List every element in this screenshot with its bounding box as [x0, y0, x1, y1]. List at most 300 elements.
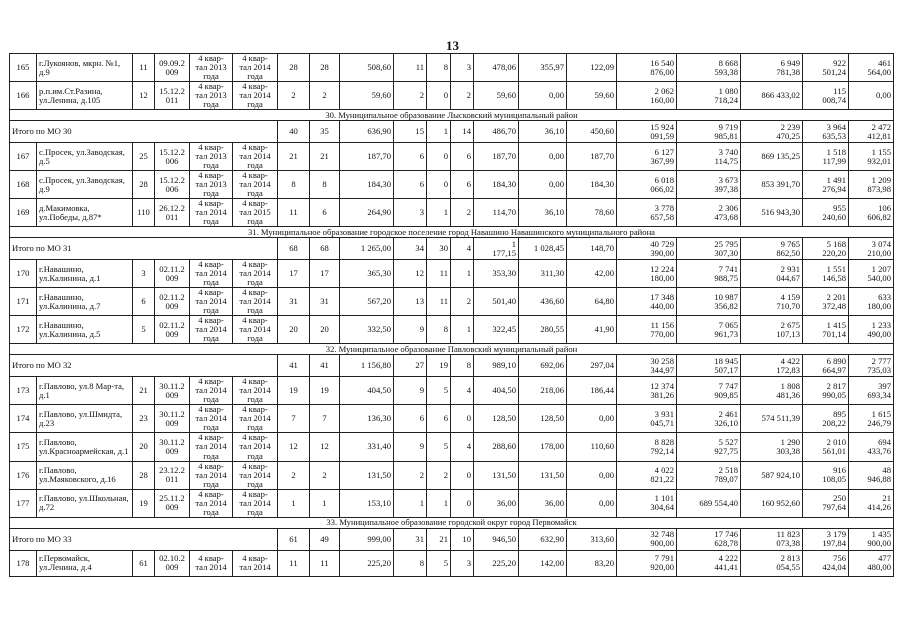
subtotal-cell-c10: 21 [427, 528, 451, 550]
cell-no: 168 [10, 171, 37, 199]
subtotal-cell-c6: 40 [278, 121, 310, 143]
cell-c10: 5 [427, 550, 451, 576]
subtotal-cell-c14: 313,60 [567, 528, 617, 550]
subtotal-row [10, 121, 894, 143]
subtotal-cell-c15: 30 258 344,97 [617, 355, 677, 377]
table-row [10, 316, 894, 344]
subtotal-cell-c11: 8 [451, 355, 474, 377]
cell-no: 178 [10, 550, 37, 576]
cell-address: г.Павлово, ул.Шмидта, д.23 [37, 405, 133, 433]
subtotal-cell-c11: 10 [451, 528, 474, 550]
cell-c16: 8 668 593,38 [677, 54, 741, 82]
cell-c7: 20 [310, 316, 340, 344]
cell-c17: 1 808 481,36 [741, 377, 803, 405]
cell-flats: 25 [133, 143, 155, 171]
cell-c9: 9 [394, 316, 427, 344]
cell-c19: 1 233 490,00 [849, 316, 894, 344]
cell-c19: 1 155 932,01 [849, 143, 894, 171]
cell-doc_date: 09.09.2 009 [155, 54, 190, 82]
cell-c13: 36,00 [519, 489, 567, 517]
subtotal-row [10, 238, 894, 260]
cell-c10: 0 [427, 171, 451, 199]
cell-end: 4 квар- тал 2014 года [233, 316, 278, 344]
cell-c15: 1 101 304,64 [617, 489, 677, 517]
cell-c11: 2 [451, 82, 474, 110]
cell-c13: 355,97 [519, 54, 567, 82]
cell-c16: 2 461 326,10 [677, 405, 741, 433]
subtotal-cell-c16: 9 719 985,81 [677, 121, 741, 143]
cell-c14: 41,90 [567, 316, 617, 344]
cell-c9: 9 [394, 433, 427, 461]
section-header-row [10, 517, 894, 528]
cell-c17: 574 511,39 [741, 405, 803, 433]
cell-c7: 19 [310, 377, 340, 405]
cell-end: 4 квар- тал 2014 года [233, 54, 278, 82]
cell-c9: 6 [394, 171, 427, 199]
cell-c16: 1 080 718,24 [677, 82, 741, 110]
section-title: 33. Муниципальное образование городской округ город Первомайск [10, 517, 894, 528]
subtotal-cell-c19: 3 074 210,00 [849, 238, 894, 260]
subtotal-cell-c7: 35 [310, 121, 340, 143]
cell-c18: 2 201 372,48 [803, 288, 849, 316]
cell-flats: 6 [133, 288, 155, 316]
cell-start: 4 квар- тал 2014 года [190, 288, 233, 316]
table-row [10, 550, 894, 576]
cell-doc_date: 26.12.2 011 [155, 199, 190, 227]
subtotal-cell-c12: 486,70 [474, 121, 519, 143]
cell-c10: 11 [427, 260, 451, 288]
cell-c6: 2 [278, 461, 310, 489]
table-row [10, 433, 894, 461]
subtotal-cell-c19: 2 472 412,81 [849, 121, 894, 143]
cell-c19: 1 207 540,00 [849, 260, 894, 288]
section-header-row [10, 110, 894, 121]
subtotal-cell-c15: 15 924 091,59 [617, 121, 677, 143]
subtotal-cell-c18: 6 890 664,97 [803, 355, 849, 377]
cell-c14: 0,00 [567, 489, 617, 517]
cell-end: 4 квар- тал 2014 года [233, 433, 278, 461]
subtotal-cell-c9: 34 [394, 238, 427, 260]
cell-no: 174 [10, 405, 37, 433]
cell-c17: 587 924,10 [741, 461, 803, 489]
cell-c13: 280,55 [519, 316, 567, 344]
cell-no: 175 [10, 433, 37, 461]
subtotal-cell-c6: 61 [278, 528, 310, 550]
cell-doc_date: 15.12.2 006 [155, 143, 190, 171]
cell-c11: 0 [451, 405, 474, 433]
cell-c12: 501,40 [474, 288, 519, 316]
cell-c13: 0,00 [519, 171, 567, 199]
subtotal-label: Итого по МО 30 [10, 121, 278, 143]
subtotal-cell-c15: 32 748 900,00 [617, 528, 677, 550]
cell-start: 4 квар- тал 2013 года [190, 143, 233, 171]
cell-address: д.Макимовка, ул.Победы, д.87* [37, 199, 133, 227]
cell-flats: 5 [133, 316, 155, 344]
cell-end: 4 квар- тал 2014 года [233, 489, 278, 517]
subtotal-cell-c8: 1 265,00 [340, 238, 394, 260]
subtotal-cell-c13: 1 028,45 [519, 238, 567, 260]
cell-doc_date: 02.11.2 009 [155, 260, 190, 288]
table-row [10, 143, 894, 171]
cell-c18: 1 491 276,94 [803, 171, 849, 199]
cell-address: с.Просек, ул.Заводская, д.9 [37, 171, 133, 199]
cell-doc_date: 02.11.2 009 [155, 288, 190, 316]
cell-c10: 1 [427, 199, 451, 227]
cell-address: с.Просек, ул.Заводская, д.5 [37, 143, 133, 171]
cell-doc_date: 15.12.2 006 [155, 171, 190, 199]
cell-flats: 28 [133, 461, 155, 489]
cell-no: 167 [10, 143, 37, 171]
cell-c14: 59,60 [567, 82, 617, 110]
cell-flats: 11 [133, 54, 155, 82]
subtotal-cell-c14: 148,70 [567, 238, 617, 260]
cell-address: г.Павлово, ул.Красноармейская, д.1 [37, 433, 133, 461]
cell-c12: 478,06 [474, 54, 519, 82]
cell-c19: 1 209 873,98 [849, 171, 894, 199]
cell-c14: 186,44 [567, 377, 617, 405]
cell-doc_date: 15.12.2 011 [155, 82, 190, 110]
cell-c17: 2 675 107,13 [741, 316, 803, 344]
cell-c10: 11 [427, 288, 451, 316]
cell-c6: 20 [278, 316, 310, 344]
cell-start: 4 квар- тал 2014 года [190, 405, 233, 433]
cell-c9: 6 [394, 143, 427, 171]
cell-start: 4 квар- тал 2014 года [190, 433, 233, 461]
cell-c7: 31 [310, 288, 340, 316]
cell-c12: 36,00 [474, 489, 519, 517]
cell-c19: 397 693,34 [849, 377, 894, 405]
table-row [10, 260, 894, 288]
subtotal-cell-c8: 999,00 [340, 528, 394, 550]
cell-c17: 2 813 054,55 [741, 550, 803, 576]
cell-c6: 7 [278, 405, 310, 433]
cell-c15: 2 062 160,00 [617, 82, 677, 110]
cell-address: г.Павлово, ул.Маяковского, д.16 [37, 461, 133, 489]
subtotal-label: Итого по МО 31 [10, 238, 278, 260]
cell-c13: 131,50 [519, 461, 567, 489]
cell-c19: 1 615 246,79 [849, 405, 894, 433]
cell-c18: 2 010 561,01 [803, 433, 849, 461]
cell-c18: 1 551 146,58 [803, 260, 849, 288]
subtotal-cell-c11: 4 [451, 238, 474, 260]
cell-start: 4 квар- тал 2014 года [190, 199, 233, 227]
cell-no: 170 [10, 260, 37, 288]
cell-c15: 16 540 876,00 [617, 54, 677, 82]
cell-c11: 2 [451, 288, 474, 316]
cell-c11: 1 [451, 260, 474, 288]
cell-c16: 7 065 961,73 [677, 316, 741, 344]
cell-address: г.Навашино, ул.Калинина, д.7 [37, 288, 133, 316]
cell-flats: 23 [133, 405, 155, 433]
cell-c16: 2 518 789,07 [677, 461, 741, 489]
cell-c7: 7 [310, 405, 340, 433]
cell-c8: 404,50 [340, 377, 394, 405]
cell-flats: 28 [133, 171, 155, 199]
subtotal-cell-c7: 68 [310, 238, 340, 260]
cell-end: 4 квар- тал 2014 года [233, 377, 278, 405]
cell-flats: 3 [133, 260, 155, 288]
cell-c17: 4 159 710,70 [741, 288, 803, 316]
section-title: 31. Муниципальное образование городское поселение город Навашино Навашинского муниципального района [10, 227, 894, 238]
cell-c17: 866 433,02 [741, 82, 803, 110]
subtotal-cell-c9: 27 [394, 355, 427, 377]
cell-c19: 477 480,00 [849, 550, 894, 576]
table-row [10, 405, 894, 433]
subtotal-cell-c13: 632,90 [519, 528, 567, 550]
subtotal-cell-c10: 30 [427, 238, 451, 260]
cell-c17: 160 952,60 [741, 489, 803, 517]
cell-c13: 36,10 [519, 199, 567, 227]
cell-doc_date: 02.10.2 009 [155, 550, 190, 576]
subtotal-cell-c10: 1 [427, 121, 451, 143]
cell-c14: 110,60 [567, 433, 617, 461]
housing-program-table [9, 53, 894, 577]
table-row [10, 377, 894, 405]
cell-c19: 694 433,76 [849, 433, 894, 461]
cell-start: 4 квар- тал 2014 года [190, 461, 233, 489]
subtotal-cell-c19: 2 777 735,03 [849, 355, 894, 377]
cell-c7: 6 [310, 199, 340, 227]
subtotal-cell-c8: 636,90 [340, 121, 394, 143]
cell-c11: 0 [451, 489, 474, 517]
cell-c9: 6 [394, 405, 427, 433]
cell-c18: 115 008,74 [803, 82, 849, 110]
cell-c12: 225,20 [474, 550, 519, 576]
subtotal-cell-c13: 692,06 [519, 355, 567, 377]
cell-c13: 142,00 [519, 550, 567, 576]
cell-address: г.Павлово, ул.8 Мар-та, д.1 [37, 377, 133, 405]
cell-c9: 2 [394, 461, 427, 489]
cell-c17: 853 391,70 [741, 171, 803, 199]
table-row [10, 489, 894, 517]
cell-c11: 4 [451, 433, 474, 461]
cell-address: г.Первомайск, ул.Ленина, д.4 [37, 550, 133, 576]
subtotal-label: Итого по МО 32 [10, 355, 278, 377]
cell-doc_date: 30.11.2 009 [155, 377, 190, 405]
cell-c18: 1 518 117,99 [803, 143, 849, 171]
cell-c9: 1 [394, 489, 427, 517]
cell-c18: 916 108,05 [803, 461, 849, 489]
subtotal-row [10, 355, 894, 377]
cell-doc_date: 25.11.2 009 [155, 489, 190, 517]
cell-c9: 12 [394, 260, 427, 288]
cell-end: 4 квар- тал 2014 года [233, 461, 278, 489]
cell-end: 4 квар- тал 2014 года [233, 405, 278, 433]
cell-c15: 6 018 066,02 [617, 171, 677, 199]
cell-c9: 3 [394, 199, 427, 227]
cell-c7: 12 [310, 433, 340, 461]
cell-c12: 131,50 [474, 461, 519, 489]
cell-c6: 19 [278, 377, 310, 405]
cell-c8: 225,20 [340, 550, 394, 576]
subtotal-cell-c18: 3 179 197,84 [803, 528, 849, 550]
cell-c8: 184,30 [340, 171, 394, 199]
cell-c10: 0 [427, 143, 451, 171]
cell-c13: 0,00 [519, 82, 567, 110]
cell-c14: 184,30 [567, 171, 617, 199]
cell-c11: 3 [451, 550, 474, 576]
cell-c10: 0 [427, 82, 451, 110]
cell-c11: 6 [451, 143, 474, 171]
cell-c8: 567,20 [340, 288, 394, 316]
cell-c8: 264,90 [340, 199, 394, 227]
cell-c19: 0,00 [849, 82, 894, 110]
cell-c12: 59,60 [474, 82, 519, 110]
cell-end: 4 квар- тал 2014 года [233, 288, 278, 316]
cell-c6: 12 [278, 433, 310, 461]
cell-c14: 122,09 [567, 54, 617, 82]
cell-c16: 2 306 473,68 [677, 199, 741, 227]
cell-c8: 153,10 [340, 489, 394, 517]
cell-c6: 2 [278, 82, 310, 110]
cell-c7: 21 [310, 143, 340, 171]
subtotal-cell-c15: 40 729 390,00 [617, 238, 677, 260]
cell-c11: 0 [451, 461, 474, 489]
cell-c6: 8 [278, 171, 310, 199]
cell-c15: 17 348 440,00 [617, 288, 677, 316]
cell-c14: 78,60 [567, 199, 617, 227]
cell-c11: 1 [451, 316, 474, 344]
cell-c6: 11 [278, 199, 310, 227]
cell-c18: 2 817 990,05 [803, 377, 849, 405]
cell-start: 4 квар- тал 2014 года [190, 260, 233, 288]
cell-c12: 353,30 [474, 260, 519, 288]
cell-c8: 365,30 [340, 260, 394, 288]
cell-c15: 12 374 381,26 [617, 377, 677, 405]
subtotal-cell-c17: 11 823 073,38 [741, 528, 803, 550]
cell-c15: 11 156 770,00 [617, 316, 677, 344]
subtotal-cell-c6: 68 [278, 238, 310, 260]
section-title: 30. Муниципальное образование Лысковский муниципальный район [10, 110, 894, 121]
cell-c10: 8 [427, 316, 451, 344]
cell-c12: 288,60 [474, 433, 519, 461]
cell-address: г.Навашино, ул.Калинина, д.1 [37, 260, 133, 288]
cell-end: 4 квар- тал 2014 года [233, 82, 278, 110]
cell-c10: 5 [427, 377, 451, 405]
cell-c9: 13 [394, 288, 427, 316]
cell-c19: 106 606,82 [849, 199, 894, 227]
cell-address: р.п.им.Ст.Разина, ул.Ленина, д.105 [37, 82, 133, 110]
cell-c7: 1 [310, 489, 340, 517]
subtotal-cell-c16: 18 945 507,17 [677, 355, 741, 377]
table-row [10, 288, 894, 316]
cell-c13: 178,00 [519, 433, 567, 461]
cell-no: 169 [10, 199, 37, 227]
cell-c14: 0,00 [567, 405, 617, 433]
cell-c15: 4 022 821,22 [617, 461, 677, 489]
subtotal-cell-c18: 5 168 220,20 [803, 238, 849, 260]
cell-c8: 136,30 [340, 405, 394, 433]
subtotal-label: Итого по МО 33 [10, 528, 278, 550]
cell-c17: 2 931 044,67 [741, 260, 803, 288]
cell-doc_date: 02.11.2 009 [155, 316, 190, 344]
cell-c15: 3 778 657,58 [617, 199, 677, 227]
subtotal-row [10, 528, 894, 550]
subtotal-cell-c12: 946,50 [474, 528, 519, 550]
cell-c14: 187,70 [567, 143, 617, 171]
cell-c16: 10 987 356,82 [677, 288, 741, 316]
cell-c19: 21 414,26 [849, 489, 894, 517]
subtotal-cell-c7: 41 [310, 355, 340, 377]
cell-c8: 131,50 [340, 461, 394, 489]
cell-c11: 2 [451, 199, 474, 227]
cell-c12: 322,45 [474, 316, 519, 344]
cell-c14: 0,00 [567, 461, 617, 489]
table-row [10, 171, 894, 199]
cell-doc_date: 30.11.2 009 [155, 405, 190, 433]
cell-c9: 8 [394, 550, 427, 576]
cell-c15: 7 791 920,00 [617, 550, 677, 576]
cell-c9: 9 [394, 377, 427, 405]
cell-c10: 2 [427, 461, 451, 489]
subtotal-cell-c12: 989,10 [474, 355, 519, 377]
subtotal-cell-c13: 36,10 [519, 121, 567, 143]
subtotal-cell-c16: 17 746 628,78 [677, 528, 741, 550]
cell-c6: 21 [278, 143, 310, 171]
cell-c6: 1 [278, 489, 310, 517]
section-header-row [10, 227, 894, 238]
cell-c18: 895 208,22 [803, 405, 849, 433]
cell-c15: 8 828 792,14 [617, 433, 677, 461]
cell-c18: 955 240,60 [803, 199, 849, 227]
cell-c14: 83,20 [567, 550, 617, 576]
cell-c8: 508,60 [340, 54, 394, 82]
cell-doc_date: 30.11.2 009 [155, 433, 190, 461]
cell-c19: 461 564,00 [849, 54, 894, 82]
cell-c15: 12 224 180,00 [617, 260, 677, 288]
cell-c17: 869 135,25 [741, 143, 803, 171]
cell-c8: 331,40 [340, 433, 394, 461]
cell-c13: 218,06 [519, 377, 567, 405]
subtotal-cell-c19: 1 435 900,00 [849, 528, 894, 550]
cell-c16: 7 747 909,85 [677, 377, 741, 405]
cell-c18: 1 415 701,14 [803, 316, 849, 344]
cell-c15: 3 931 045,71 [617, 405, 677, 433]
cell-c13: 436,60 [519, 288, 567, 316]
cell-c6: 28 [278, 54, 310, 82]
cell-start: 4 квар- тал 2013 года [190, 171, 233, 199]
cell-c18: 756 424,04 [803, 550, 849, 576]
cell-c16: 4 222 441,41 [677, 550, 741, 576]
cell-flats: 110 [133, 199, 155, 227]
cell-c7: 8 [310, 171, 340, 199]
cell-flats: 12 [133, 82, 155, 110]
cell-start: 4 квар- тал 2014 года [190, 316, 233, 344]
section-header-row [10, 344, 894, 355]
subtotal-cell-c14: 297,04 [567, 355, 617, 377]
subtotal-cell-c10: 19 [427, 355, 451, 377]
cell-c9: 2 [394, 82, 427, 110]
cell-c8: 59,60 [340, 82, 394, 110]
cell-c7: 28 [310, 54, 340, 82]
page-number: 13 [446, 38, 459, 53]
subtotal-cell-c17: 2 239 470,25 [741, 121, 803, 143]
cell-no: 172 [10, 316, 37, 344]
cell-no: 177 [10, 489, 37, 517]
cell-start: 4 квар- тал 2014 года [190, 489, 233, 517]
subtotal-cell-c18: 3 964 635,53 [803, 121, 849, 143]
cell-end: 4 квар- тал 2014 [233, 550, 278, 576]
cell-address: г.Навашино, ул.Калинина, д.5 [37, 316, 133, 344]
cell-no: 171 [10, 288, 37, 316]
cell-c18: 250 797,64 [803, 489, 849, 517]
cell-c11: 6 [451, 171, 474, 199]
subtotal-cell-c12: 1 177,15 [474, 238, 519, 260]
cell-c9: 11 [394, 54, 427, 82]
subtotal-cell-c9: 15 [394, 121, 427, 143]
cell-c17: 6 949 781,38 [741, 54, 803, 82]
cell-c16: 3 740 114,75 [677, 143, 741, 171]
